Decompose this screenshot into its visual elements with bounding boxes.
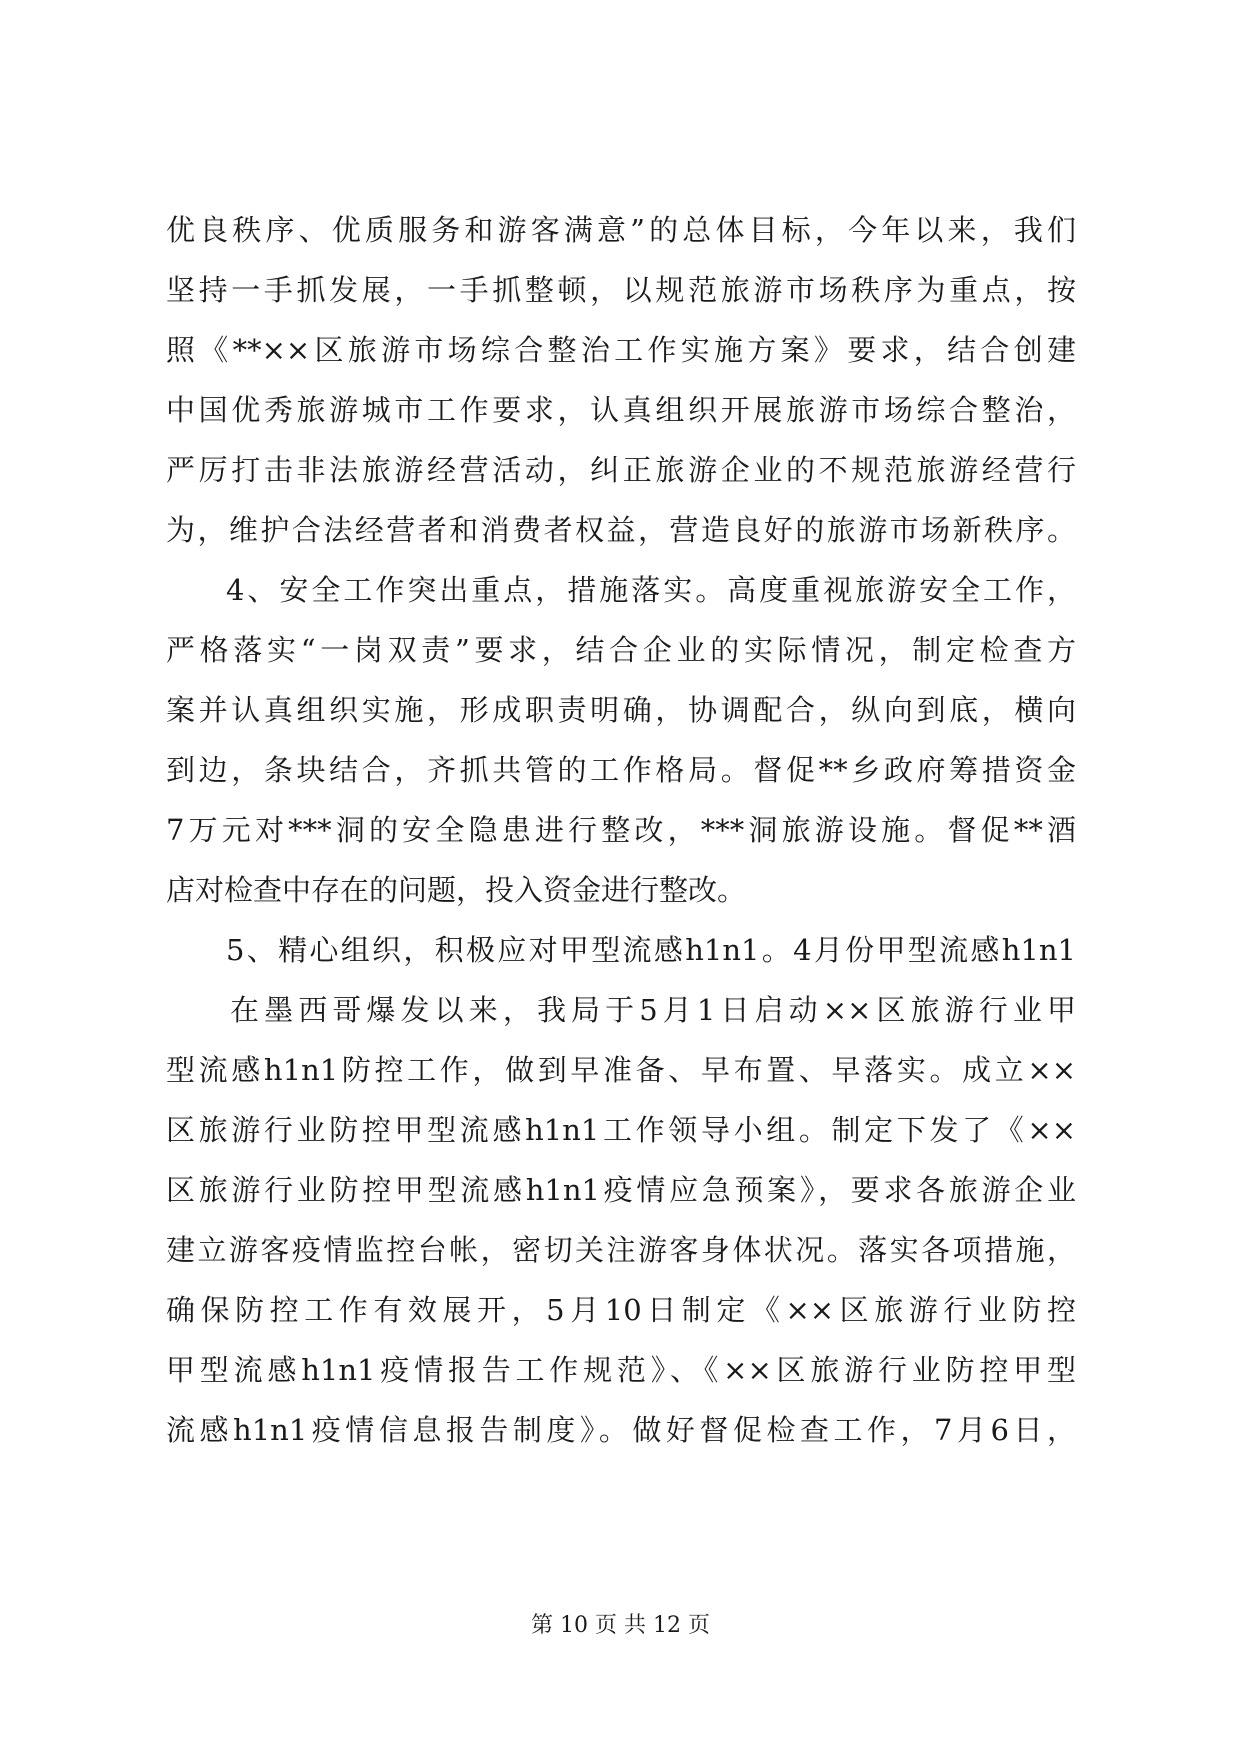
text-line: 中国优秀旅游城市工作要求，认真组织开展旅游市场综合整治，: [166, 393, 1076, 427]
text-line: 4、安全工作突出重点，措施落实。高度重视旅游安全工作，: [226, 573, 1076, 607]
text-line: 5、精心组织，积极应对甲型流感h1n1。4月份甲型流感h1n1: [226, 933, 1076, 967]
text-line: 严厉打击非法旅游经营活动，纠正旅游企业的不规范旅游经营行: [166, 453, 1076, 487]
text-line: 为，维护合法经营者和消费者权益，营造良好的旅游市场新秩序。: [166, 513, 1076, 547]
text-line: 在墨西哥爆发以来，我局于5月1日启动××区旅游行业甲: [230, 993, 1076, 1027]
text-line: 流感h1n1疫情信息报告制度》。做好督促检查工作，7月6日，: [166, 1413, 1076, 1447]
page-number-label: 第 10 页 共 12 页: [531, 1613, 710, 1638]
text-line: 优良秩序、优质服务和游客满意”的总体目标，今年以来，我们: [166, 213, 1076, 247]
text-line: 照《**××区旅游市场综合整治工作实施方案》要求，结合创建: [166, 333, 1076, 367]
text-line: 到边，条块结合，齐抓共管的工作格局。督促**乡政府筹措资金: [166, 753, 1076, 787]
document-body: [166, 200, 1076, 1460]
text-line: 严格落实“一岗双责”要求，结合企业的实际情况，制定检查方: [166, 633, 1076, 667]
page-footer: [0, 1608, 1241, 1639]
text-line: 区旅游行业防控甲型流感h1n1工作领导小组。制定下发了《××: [166, 1113, 1076, 1147]
text-line: 型流感h1n1防控工作，做到早准备、早布置、早落实。成立××: [166, 1053, 1076, 1087]
text-line: 店对检查中存在的问题，投入资金进行整改。: [166, 873, 747, 907]
text-line: 案并认真组织实施，形成职责明确，协调配合，纵向到底，横向: [166, 693, 1076, 727]
text-line: 区旅游行业防控甲型流感h1n1疫情应急预案》，要求各旅游企业: [166, 1173, 1076, 1207]
text-line: 确保防控工作有效展开，5月10日制定《××区旅游行业防控: [166, 1293, 1076, 1327]
text-line: 7万元对***洞的安全隐患进行整改，***洞旅游设施。督促**酒: [166, 813, 1076, 847]
text-line: 坚持一手抓发展，一手抓整顿，以规范旅游市场秩序为重点，按: [166, 273, 1076, 307]
text-line: 建立游客疫情监控台帐，密切关注游客身体状况。落实各项措施，: [166, 1233, 1076, 1267]
text-line: 甲型流感h1n1疫情报告工作规范》、《××区旅游行业防控甲型: [166, 1353, 1076, 1387]
